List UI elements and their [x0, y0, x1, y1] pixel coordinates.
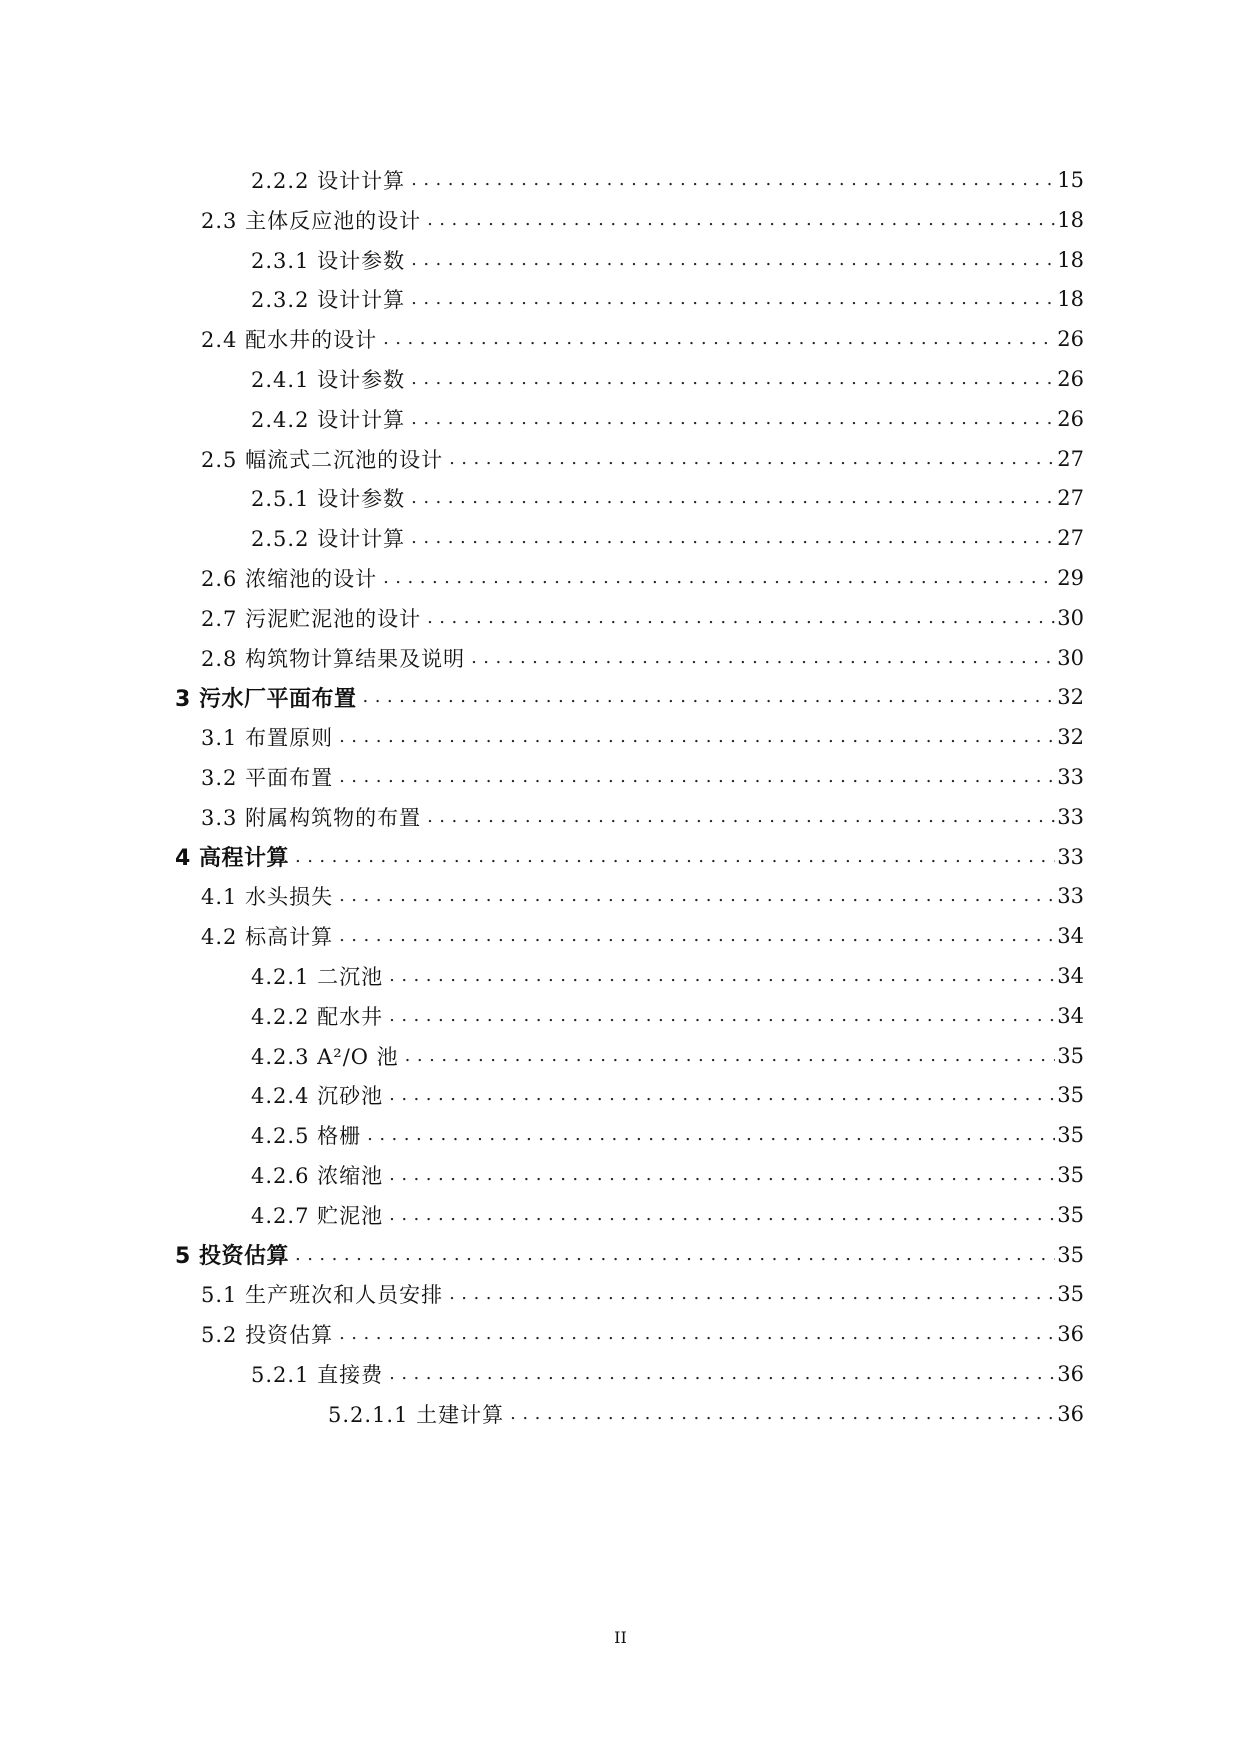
toc-dot-leader	[295, 1237, 1055, 1273]
toc-entry[interactable]	[175, 1237, 1084, 1273]
toc-entry[interactable]	[201, 918, 1084, 954]
toc-dot-leader	[411, 162, 1055, 198]
toc-entry[interactable]	[251, 480, 1084, 516]
toc-entry-page-number: 27	[1057, 526, 1084, 551]
toc-entry-page-number: 35	[1057, 1083, 1084, 1108]
toc-entry-title: 2.4 配水井的设计	[201, 328, 378, 353]
toc-dot-leader	[427, 202, 1055, 238]
toc-entry-title: 2.5.2 设计计算	[251, 527, 406, 552]
toc-dot-leader	[411, 480, 1055, 516]
toc-entry-title: 4.2.6 浓缩池	[251, 1164, 384, 1188]
toc-entry-page-number: 36	[1057, 1401, 1084, 1426]
toc-entry-title: 2.4.1 设计参数	[251, 368, 406, 392]
toc-entry-title: 4.2.4 沉砂池	[251, 1084, 384, 1109]
toc-entry-title: 2.3 主体反应池的设计	[201, 208, 422, 233]
toc-dot-leader	[339, 878, 1055, 914]
toc-entry-page-number: 35	[1057, 1242, 1084, 1267]
toc-entry-title: 2.3.1 设计参数	[251, 248, 406, 273]
toc-entry[interactable]	[201, 600, 1084, 636]
toc-dot-leader	[339, 759, 1055, 795]
toc-entry[interactable]	[201, 759, 1084, 795]
toc-entry[interactable]	[201, 1276, 1084, 1312]
toc-dot-leader	[367, 1117, 1055, 1153]
page-number-footer: II	[614, 1628, 627, 1647]
toc-entry[interactable]	[251, 1038, 1084, 1074]
toc-entry[interactable]	[251, 361, 1084, 397]
toc-entry-page-number: 29	[1057, 566, 1084, 590]
toc-entry-page-number: 36	[1057, 1362, 1084, 1386]
toc-entry-page-number: 26	[1057, 327, 1084, 352]
toc-entry-page-number: 34	[1057, 924, 1084, 949]
toc-entry-title: 2.5 幅流式二沉池的设计	[201, 447, 444, 472]
toc-dot-leader	[389, 998, 1055, 1034]
toc-entry[interactable]	[201, 878, 1084, 914]
toc-entry[interactable]	[201, 1316, 1084, 1352]
toc-entry-title: 2.4.2 设计计算	[251, 407, 406, 432]
toc-entry-title: 4.1 水头损失	[201, 885, 334, 910]
toc-dot-leader	[449, 441, 1055, 477]
toc-entry-title: 4.2.3 A²/O 池	[251, 1044, 399, 1069]
toc-entry-page-number: 27	[1057, 486, 1084, 511]
toc-entry[interactable]	[201, 202, 1084, 238]
toc-dot-leader	[427, 600, 1055, 636]
toc-dot-leader	[405, 1038, 1056, 1074]
toc-entry-page-number: 18	[1057, 207, 1084, 232]
toc-entry-title: 2.8 构筑物计算结果及说明	[201, 646, 466, 671]
toc-entry-title: 2.2.2 设计计算	[251, 169, 406, 193]
toc-entry-title: 2.7 污泥贮泥池的设计	[201, 606, 422, 631]
toc-dot-leader	[339, 719, 1055, 755]
toc-entry-title: 5.2.1 直接费	[251, 1363, 384, 1387]
toc-entry[interactable]	[201, 719, 1084, 755]
toc-dot-leader	[427, 799, 1055, 835]
toc-entry[interactable]	[251, 1077, 1084, 1113]
toc-entry-page-number: 32	[1057, 725, 1084, 750]
toc-entry-title: 4 高程计算	[175, 846, 289, 872]
toc-dot-leader	[339, 918, 1055, 954]
toc-entry[interactable]	[201, 799, 1084, 835]
toc-dot-leader	[411, 401, 1055, 437]
toc-entry-page-number: 27	[1057, 446, 1084, 471]
toc-entry[interactable]	[175, 839, 1084, 875]
toc-entry[interactable]	[251, 242, 1084, 278]
toc-dot-leader	[411, 242, 1055, 278]
toc-entry-title: 2.3.2 设计计算	[251, 288, 406, 313]
toc-entry-title: 3.2 平面布置	[201, 766, 334, 790]
toc-dot-leader	[362, 679, 1055, 715]
toc-entry-page-number: 26	[1057, 406, 1084, 431]
toc-entry-page-number: 34	[1057, 1003, 1084, 1028]
toc-entry[interactable]	[251, 1117, 1084, 1153]
toc-entry-page-number: 15	[1057, 168, 1084, 192]
toc-dot-leader	[339, 1316, 1055, 1352]
toc-entry[interactable]	[251, 520, 1084, 556]
toc-entry-title: 4.2.2 配水井	[251, 1004, 384, 1029]
toc-entry-title: 5.1 生产班次和人员安排	[201, 1283, 444, 1308]
toc-dot-leader	[389, 1197, 1055, 1233]
toc-entry-page-number: 35	[1057, 1202, 1084, 1227]
toc-dot-leader	[389, 1356, 1055, 1392]
toc-dot-leader	[411, 281, 1055, 317]
toc-entry[interactable]	[328, 1396, 1084, 1432]
toc-dot-leader	[510, 1396, 1055, 1432]
toc-dot-leader	[383, 560, 1055, 596]
toc-entry-title: 2.5.1 设计参数	[251, 487, 406, 512]
toc-entry-title: 4.2.7 贮泥池	[251, 1203, 384, 1228]
toc-entry[interactable]	[251, 281, 1084, 317]
toc-entry-page-number: 18	[1057, 287, 1084, 312]
toc-entry[interactable]	[201, 560, 1084, 596]
toc-entry[interactable]	[251, 958, 1084, 994]
toc-entry-page-number: 30	[1057, 645, 1084, 670]
toc-entry[interactable]	[175, 679, 1084, 715]
toc-entry-page-number: 33	[1057, 765, 1084, 789]
toc-entry[interactable]	[251, 162, 1084, 198]
toc-entry-page-number: 18	[1057, 247, 1084, 272]
toc-entry-page-number: 30	[1057, 605, 1084, 630]
toc-dot-leader	[471, 640, 1055, 676]
toc-entry-title: 3.1 布置原则	[201, 726, 334, 751]
toc-entry-title: 2.6 浓缩池的设计	[201, 567, 378, 591]
toc-dot-leader	[383, 321, 1055, 357]
toc-entry-title: 5.2 投资估算	[201, 1323, 334, 1348]
toc-entry[interactable]	[201, 640, 1084, 676]
toc-entry[interactable]	[251, 998, 1084, 1034]
toc-entry-page-number: 35	[1057, 1123, 1084, 1148]
toc-entry-page-number: 33	[1057, 844, 1084, 869]
toc-entry-title: 4.2 标高计算	[201, 925, 334, 950]
toc-entry[interactable]	[201, 321, 1084, 357]
toc-entry[interactable]	[251, 401, 1084, 437]
toc-entry-page-number: 33	[1057, 804, 1084, 829]
toc-dot-leader	[389, 1157, 1055, 1193]
toc-entry-title: 4.2.5 格栅	[251, 1124, 362, 1149]
toc-entry[interactable]	[201, 441, 1084, 477]
toc-entry-title: 3 污水厂平面布置	[175, 686, 357, 712]
toc-entry-page-number: 34	[1057, 964, 1084, 988]
toc-dot-leader	[295, 839, 1055, 875]
toc-entry[interactable]	[251, 1197, 1084, 1233]
toc-entry-page-number: 35	[1057, 1163, 1084, 1187]
toc-entry-title: 5.2.1.1 土建计算	[328, 1402, 505, 1427]
toc-entry-page-number: 33	[1057, 884, 1084, 909]
toc-entry-title: 3.3 附属构筑物的布置	[201, 805, 422, 830]
toc-dot-leader	[389, 958, 1055, 994]
toc-dot-leader	[411, 520, 1055, 556]
toc-entry-title: 5 投资估算	[175, 1244, 289, 1270]
toc-entry-page-number: 26	[1057, 367, 1084, 391]
toc-dot-leader	[449, 1276, 1055, 1312]
toc-dot-leader	[411, 361, 1055, 397]
toc-entry-page-number: 35	[1057, 1043, 1084, 1068]
toc-dot-leader	[389, 1077, 1055, 1113]
toc-entry[interactable]	[251, 1157, 1084, 1193]
toc-entry-page-number: 35	[1057, 1282, 1084, 1307]
toc-entry-page-number: 32	[1057, 685, 1084, 710]
toc-entry[interactable]	[251, 1356, 1084, 1392]
toc-entry-page-number: 36	[1057, 1322, 1084, 1347]
toc-entry-title: 4.2.1 二沉池	[251, 965, 384, 989]
